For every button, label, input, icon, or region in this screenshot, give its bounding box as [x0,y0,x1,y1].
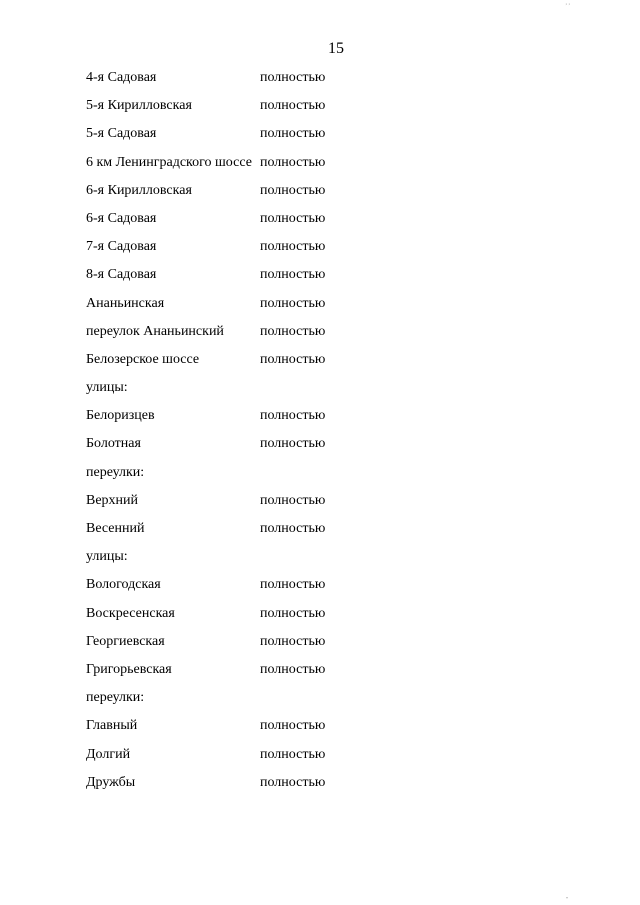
list-row [86,97,386,115]
street-name: переулки: [86,690,145,706]
street-name: 6-я Садовая [86,210,157,226]
list-row [86,717,386,735]
street-list [86,69,386,802]
street-name: улицы: [86,380,128,396]
list-row [86,210,386,228]
street-name: 7-я Садовая [86,239,157,255]
list-row [86,464,386,482]
coverage-status: полностью [260,436,326,452]
list-row [86,661,386,679]
street-name: Верхний [86,492,139,508]
list-row [86,125,386,143]
street-name: Ананьинская [86,295,165,311]
coverage-status: полностью [260,98,326,114]
coverage-status: полностью [260,126,326,142]
street-name: Белоризцев [86,408,155,424]
street-name: Долгий [86,746,131,762]
list-row [86,238,386,256]
coverage-status: полностью [260,70,326,85]
street-name: Дружбы [86,774,136,790]
coverage-status: полностью [260,577,326,593]
list-row [86,69,386,87]
coverage-status: полностью [260,661,326,677]
street-name: Весенний [86,521,145,536]
coverage-status: полностью [260,408,326,424]
list-row [86,154,386,172]
street-name: 4-я Садовая [86,70,157,85]
street-name: Болотная [86,436,141,452]
list-row [86,182,386,200]
coverage-status: полностью [260,210,326,226]
street-name: Вологодская [86,577,161,593]
street-name: переулки: [86,464,145,480]
list-row [86,633,386,651]
street-name: 5-я Садовая [86,126,157,142]
page-number: 15 [328,40,344,57]
list-row [86,492,386,510]
street-name: Григорьевская [86,661,172,677]
coverage-status: полностью [260,351,326,367]
coverage-status: полностью [260,718,326,734]
street-name: 8-я Садовая [86,267,157,283]
street-name: переулок Ананьинский [86,323,224,339]
list-row [86,576,386,594]
street-name: 6-я Кирилловская [86,182,192,198]
list-row [86,295,386,313]
list-row [86,435,386,453]
list-row [86,520,386,538]
list-row [86,746,386,764]
coverage-status: полностью [260,633,326,649]
coverage-status: полностью [260,239,326,255]
street-name: Георгиевская [86,633,165,649]
list-row [86,605,386,623]
coverage-status: полностью [260,323,326,339]
street-name: 5-я Кирилловская [86,98,192,114]
coverage-status: полностью [260,774,326,790]
list-row [86,379,386,397]
street-name: Белозерское шоссе [86,351,200,367]
coverage-status: полностью [260,154,326,170]
scan-mark-top: , , [565,0,570,6]
list-row [86,351,386,369]
coverage-status: полностью [260,746,326,762]
coverage-status: полностью [260,521,326,536]
coverage-status: полностью [260,295,326,311]
street-name: Воскресенская [86,605,175,621]
street-name: улицы: [86,549,128,565]
list-row [86,548,386,566]
coverage-status: полностью [260,605,326,621]
street-name: 6 км Ленинградского шоссе [86,154,252,170]
list-row [86,266,386,284]
list-row [86,323,386,341]
scan-mark-bottom: '' [565,897,568,903]
coverage-status: полностью [260,182,326,198]
coverage-status: полностью [260,267,326,283]
street-name: Главный [86,718,138,734]
list-row [86,407,386,425]
list-row [86,689,386,707]
coverage-status: полностью [260,492,326,508]
list-row [86,774,386,792]
